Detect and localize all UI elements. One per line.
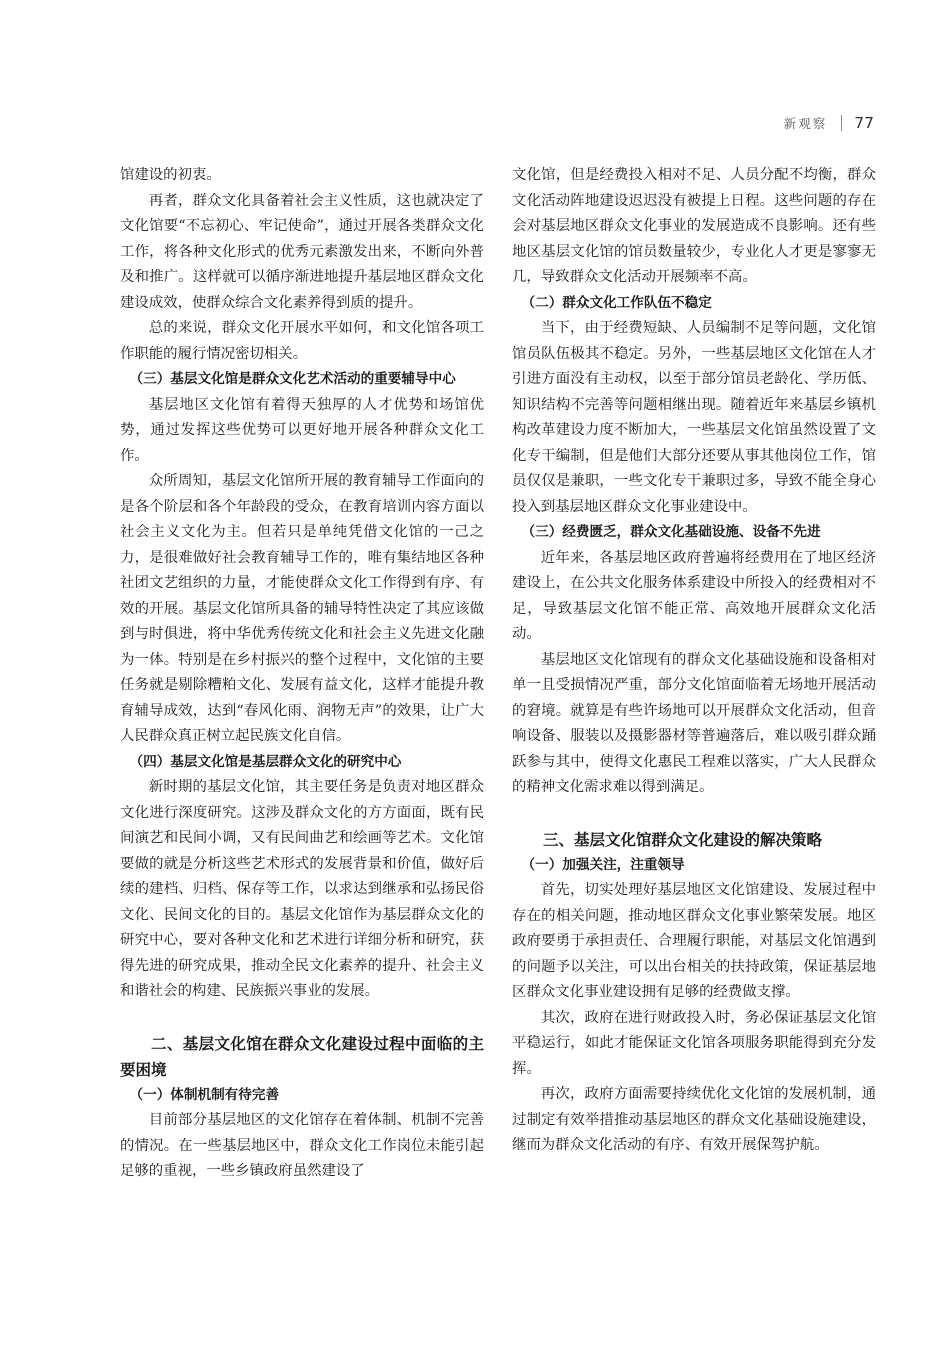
section-heading: 二、基层文化馆在群众文化建设过程中面临的主要困境 <box>120 1034 484 1079</box>
page-header <box>784 114 874 132</box>
paragraph: 近年来，各基层地区政府普遍将经费用在了地区经济建设上，在公共文化服务体系建设中所投入的经费相对不足，导致基层文化馆不能正常、高效地开展群众文化活动。 <box>512 549 876 642</box>
paragraph: 再者，群众文化具备着社会主义性质，这也就决定了文化馆要“不忘初心、牢记使命”，通过开展各类群众文化工作，将各种文化形式的优秀元素激发出来，不断向外普及和推广。这样就可以循序渐进地提升基层地区群众文化建设成效，使群众综合文化素养得到质的提升。 <box>120 192 484 311</box>
paragraph: 当下，由于经费短缺、人员编制不足等问题，文化馆馆员队伍极其不稳定。另外，一些基层地区文化馆在人才引进方面没有主动权，以至于部分馆员老龄化、学历低、知识结构不完善等问题相继出现。随着近年来基层乡镇机构改革建设力度不断加大，一些基层文化馆虽然设置了文化专干编制，但是他们大部分还要从事其他岗位工作，馆员仅仅是兼职，一些文化专干兼职过多，导致不能全身心投入到基层地区群众文化事业建设中。 <box>512 320 876 515</box>
subsection-heading: （三）基层文化馆是群众文化艺术活动的重要辅导中心 <box>129 371 456 387</box>
subsection-heading: （一）加强关注，注重领导 <box>521 856 685 873</box>
subsection-heading: （二）群众文化工作队伍不稳定 <box>521 294 712 311</box>
journal-name: 新观察 <box>783 116 828 131</box>
section-gap <box>120 1005 484 1031</box>
paragraph: 新时期的基层文化馆，其主要任务是负责对地区群众文化进行深度研究。这涉及群众文化的方方面面，既有民间演艺和民间小调，又有民间曲艺和绘画等艺术。文化馆要做的就是分析这些艺术形式的发展背景和价值，做好后续的建档、归档、保存等工作，以求达到继承和弘扬民俗文化、民间文化的目的。基层文化馆作为基层群众文化的研究中心，要对各种文化和艺术进行详细分析和研究，获得先进的研究成果，推动全民文化素养的提升、社会主义和谐社会的构建、民族振兴事业的发展。 <box>120 779 484 999</box>
right-column <box>512 163 876 1159</box>
section-heading: 三、基层文化馆群众文化建设的解决策略 <box>543 830 823 849</box>
paragraph: 其次，政府在进行财政投入时，务必保证基层文化馆平稳运行，如此才能保证文化馆各项服务职能得到充分发挥。 <box>512 1009 876 1077</box>
left-column <box>120 163 484 1185</box>
paragraph: 总的来说，群众文化开展水平如何，和文化馆各项工作职能的履行情况密切相关。 <box>120 320 484 362</box>
paragraph: 再次，政府方面需要持续优化文化馆的发展机制，通过制定有效举措推动基层地区的群众文化基础设施建设，继而为群众文化活动的有序、有效开展保驾护航。 <box>512 1086 876 1153</box>
paragraph: 众所周知，基层文化馆所开展的教育辅导工作面向的是各个阶层和各个年龄段的受众，在教育培训内容方面以社会主义文化为主。但若只是单纯凭借文化馆的一己之力，是很难做好社会教育辅导工作的，唯有集结地区各种社团文艺组织的力量，才能使群众文化工作得到有序、有效的开展。基层文化馆所具备的辅导特性决定了其应该做到与时俱进，将中华优秀传统文化和社会主义先进文化融为一体。特别是在乡村振兴的整个过程中，文化馆的主要任务就是剔除糟粕文化、发展有益文化，这样才能提升教育辅导成效，达到“春风化雨、润物无声”的效果，让广大人民群众真正树立起民族文化自信。 <box>120 473 484 744</box>
paragraph: 基层地区文化馆现有的群众文化基础设施和设备相对单一且受损情况严重，部分文化馆面临着无场地开展活动的窘境。就算是有些许场地可以开展群众文化活动，但音响设备、服装以及摄影器材等普遍落后，难以吸引群众踊跃参与其中，使得文化惠民工程难以落实，广大人民群众的精神文化需求难以得到满足。 <box>512 651 876 795</box>
paragraph: 首先，切实处理好基层地区文化馆建设、发展过程中存在的相关问题，推动地区群众文化事业繁荣发展。地区政府要勇于承担责任、合理履行职能，对基层文化馆遇到的问题予以关注，可以出台相关的扶持政策，保证基层地区群众文化事业建设拥有足够的经费做支撑。 <box>512 882 876 1000</box>
subsection-heading: （三）经费匮乏，群众文化基础设施、设备不先进 <box>521 524 821 540</box>
header-divider <box>841 115 842 131</box>
subsection-heading: （一）体制机制有待完善 <box>129 1086 280 1103</box>
page-number: 77 <box>854 114 874 132</box>
paragraph: 目前部分基层地区的文化馆存在着体制、机制不完善的情况。在一些基层地区中，群众文化工作岗位未能引起足够的重视，一些乡镇政府虽然建设了 <box>120 1112 484 1179</box>
paragraph: 馆建设的初衷。 <box>120 167 221 183</box>
subsection-heading: （四）基层文化馆是基层群众文化的研究中心 <box>129 753 402 770</box>
paragraph: 基层地区文化馆有着得天独厚的人才优势和场馆优势，通过发挥这些优势可以更好地开展各种群众文化工作。 <box>120 396 484 464</box>
section-gap <box>512 801 876 827</box>
paragraph: 文化馆，但是经费投入相对不足、人员分配不均衡，群众文化活动阵地建设迟迟没有被提上日程。这些问题的存在会对基层地区群众文化事业的发展造成不良影响。还有些地区基层文化馆的馆员数量较少，专业化人才更是寥寥无几，导致群众文化活动开展频率不高。 <box>512 167 876 285</box>
